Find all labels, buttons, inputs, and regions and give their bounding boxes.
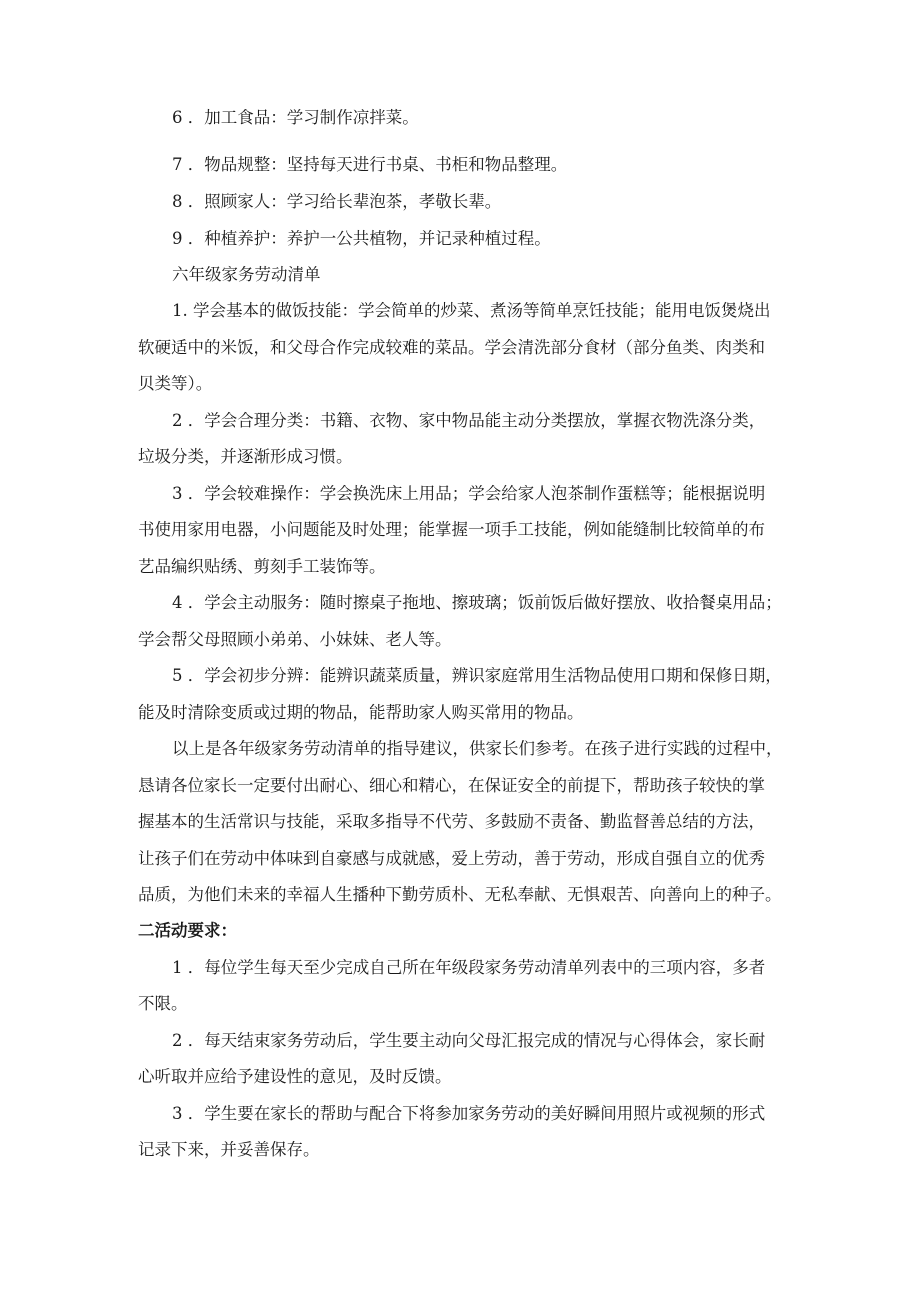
requirements-heading: 二活动要求：	[138, 921, 237, 940]
grade6-item-3-line-3: 艺品编织贴绣、剪刻手工装饰等。	[138, 557, 386, 576]
grade6-item-1-line-2: 软硬适中的米饭，和父母合作完成较难的菜品。学会清洗部分食材（部分鱼类、肉类和	[138, 338, 765, 357]
grade6-item-3-line-1: 3 ．学会较难操作：学会换洗床上用品；学会给家人泡茶制作蛋糕等；能根据说明	[172, 484, 766, 503]
summary-line-5: 品质，为他们未来的幸福人生播种下勤劳质朴、无私奉献、无惧艰苦、向善向上的种子。	[138, 885, 782, 904]
grade6-item-1-line-3: 贝类等）。	[138, 374, 213, 393]
summary-line-2: 恳请各位家长一定要付出耐心、细心和精心，在保证安全的前提下，帮助孩子较快的掌	[138, 776, 765, 795]
list-item-caring-family: 8 ．照顾家人：学习给长辈泡茶，孝敬长辈。	[172, 192, 502, 211]
summary-line-4: 让孩子们在劳动中体味到自豪感与成就感，爱上劳动，善于劳动，形成自强自立的优秀	[138, 849, 765, 868]
grade6-heading: 六年级家务劳动清单	[172, 265, 321, 284]
requirement-1-line-2: 不限。	[138, 994, 188, 1013]
list-item-food-processing: 6 ．加工食品：学习制作凉拌菜。	[172, 108, 419, 127]
grade6-item-5-line-2: 能及时清除变质或过期的物品，能帮助家人购买常用的物品。	[138, 703, 584, 722]
grade6-item-2-line-1: 2 ．学会合理分类：书籍、衣物、家中物品能主动分类摆放，掌握衣物洗涤分类，	[172, 411, 766, 430]
grade6-item-5-line-1: 5 ．学会初步分辨：能辨识蔬菜质量，辨识家庭常用生活物品使用口期和保修日期，	[172, 666, 782, 685]
grade6-item-4-line-2: 学会帮父母照顾小弟弟、小妹妹、老人等。	[138, 630, 452, 649]
summary-line-1: 以上是各年级家务劳动清单的指导建议，供家长们参考。在孩子进行实践的过程中，	[172, 739, 783, 758]
requirement-2-line-2: 心听取并应给予建设性的意见，及时反馈。	[138, 1067, 452, 1086]
requirement-1-line-1: 1 ．每位学生每天至少完成自己所在年级段家务劳动清单列表中的三项内容，多者	[172, 958, 766, 977]
requirement-3-line-2: 记录下来，并妥善保存。	[138, 1140, 320, 1159]
grade6-item-2-line-2: 垃圾分类，并逐渐形成习惯。	[138, 447, 353, 466]
grade6-item-1-line-1: 1. 学会基本的做饭技能：学会简单的炒菜、煮汤等简单烹饪技能；能用电饭煲烧出	[172, 301, 771, 320]
summary-line-3: 握基本的生活常识与技能，采取多指导不代劳、多鼓励不责备、勤监督善总结的方法，	[138, 812, 765, 831]
requirement-3-line-1: 3 ．学生要在家长的帮助与配合下将参加家务劳动的美好瞬间用照片或视频的形式	[172, 1104, 766, 1123]
requirement-2-line-1: 2 ．每天结束家务劳动后，学生要主动向父母汇报完成的情况与心得体会，家长耐	[172, 1031, 766, 1050]
list-item-tidying: 7 ．物品规整：坚持每天进行书桌、书柜和物品整理。	[172, 155, 568, 174]
list-item-planting: 9 ．种植养护：养护一公共植物，并记录种植过程。	[172, 229, 551, 248]
grade6-item-3-line-2: 书使用家用电器，小问题能及时处理；能掌握一项手工技能，例如能缝制比较简单的布	[138, 520, 765, 539]
grade6-item-4-line-1: 4 ．学会主动服务：随时擦桌子拖地、擦玻璃；饭前饭后做好摆放、收拾餐桌用品；	[172, 593, 782, 612]
